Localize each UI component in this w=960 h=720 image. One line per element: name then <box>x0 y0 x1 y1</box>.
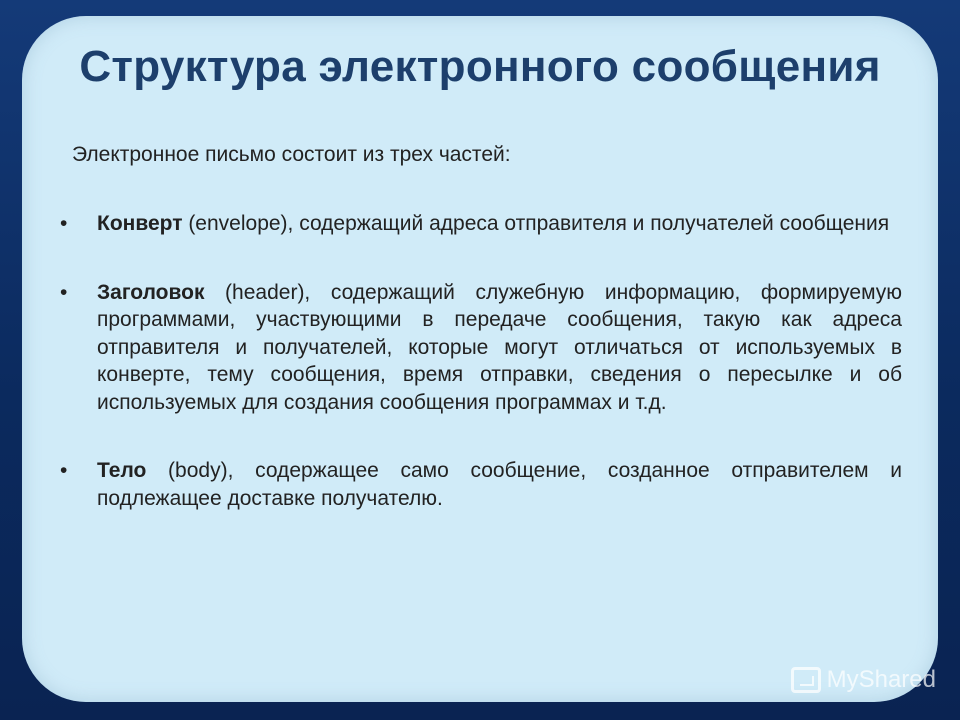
bullet-item-header <box>60 279 902 417</box>
bullet-marker: • <box>60 280 68 304</box>
bullet-item-body <box>60 457 902 512</box>
bullet-text <box>97 210 902 238</box>
bullet-description: (body), содержащее само сообщение, созданное отправителем и подлежащее доставке получателю. <box>97 459 902 510</box>
watermark-text: MyShared <box>826 666 936 693</box>
bullet-marker: • <box>60 212 68 235</box>
bullet-item-envelope <box>60 210 902 238</box>
bullet-term: Конверт <box>97 212 183 235</box>
bullet-text <box>97 457 902 512</box>
bullet-marker: • <box>60 459 68 482</box>
bullet-term: Тело <box>97 459 147 482</box>
watermark <box>791 666 936 694</box>
bullet-description: (header), содержащий служебную информацию, формируемую программами, участвующими в передаче сообщения, такую как адреса отправителя и получателей, которые могут отличаться от используемых в конверте, тему сообщения, время отправки, сведения о пересылке и об используемых для создания сообщения программах и т.д. <box>97 280 902 414</box>
bullet-text <box>97 279 902 417</box>
bullet-list <box>60 210 902 512</box>
slide-title: Структура электронного сообщения <box>79 42 881 91</box>
bullet-term: Заголовок <box>97 280 205 304</box>
bullet-description: (envelope), содержащий адреса отправителя и получателей сообщения <box>182 212 890 235</box>
intro-text: Электронное письмо состоит из трех частей: <box>72 143 511 166</box>
watermark-logo-icon <box>791 667 821 693</box>
